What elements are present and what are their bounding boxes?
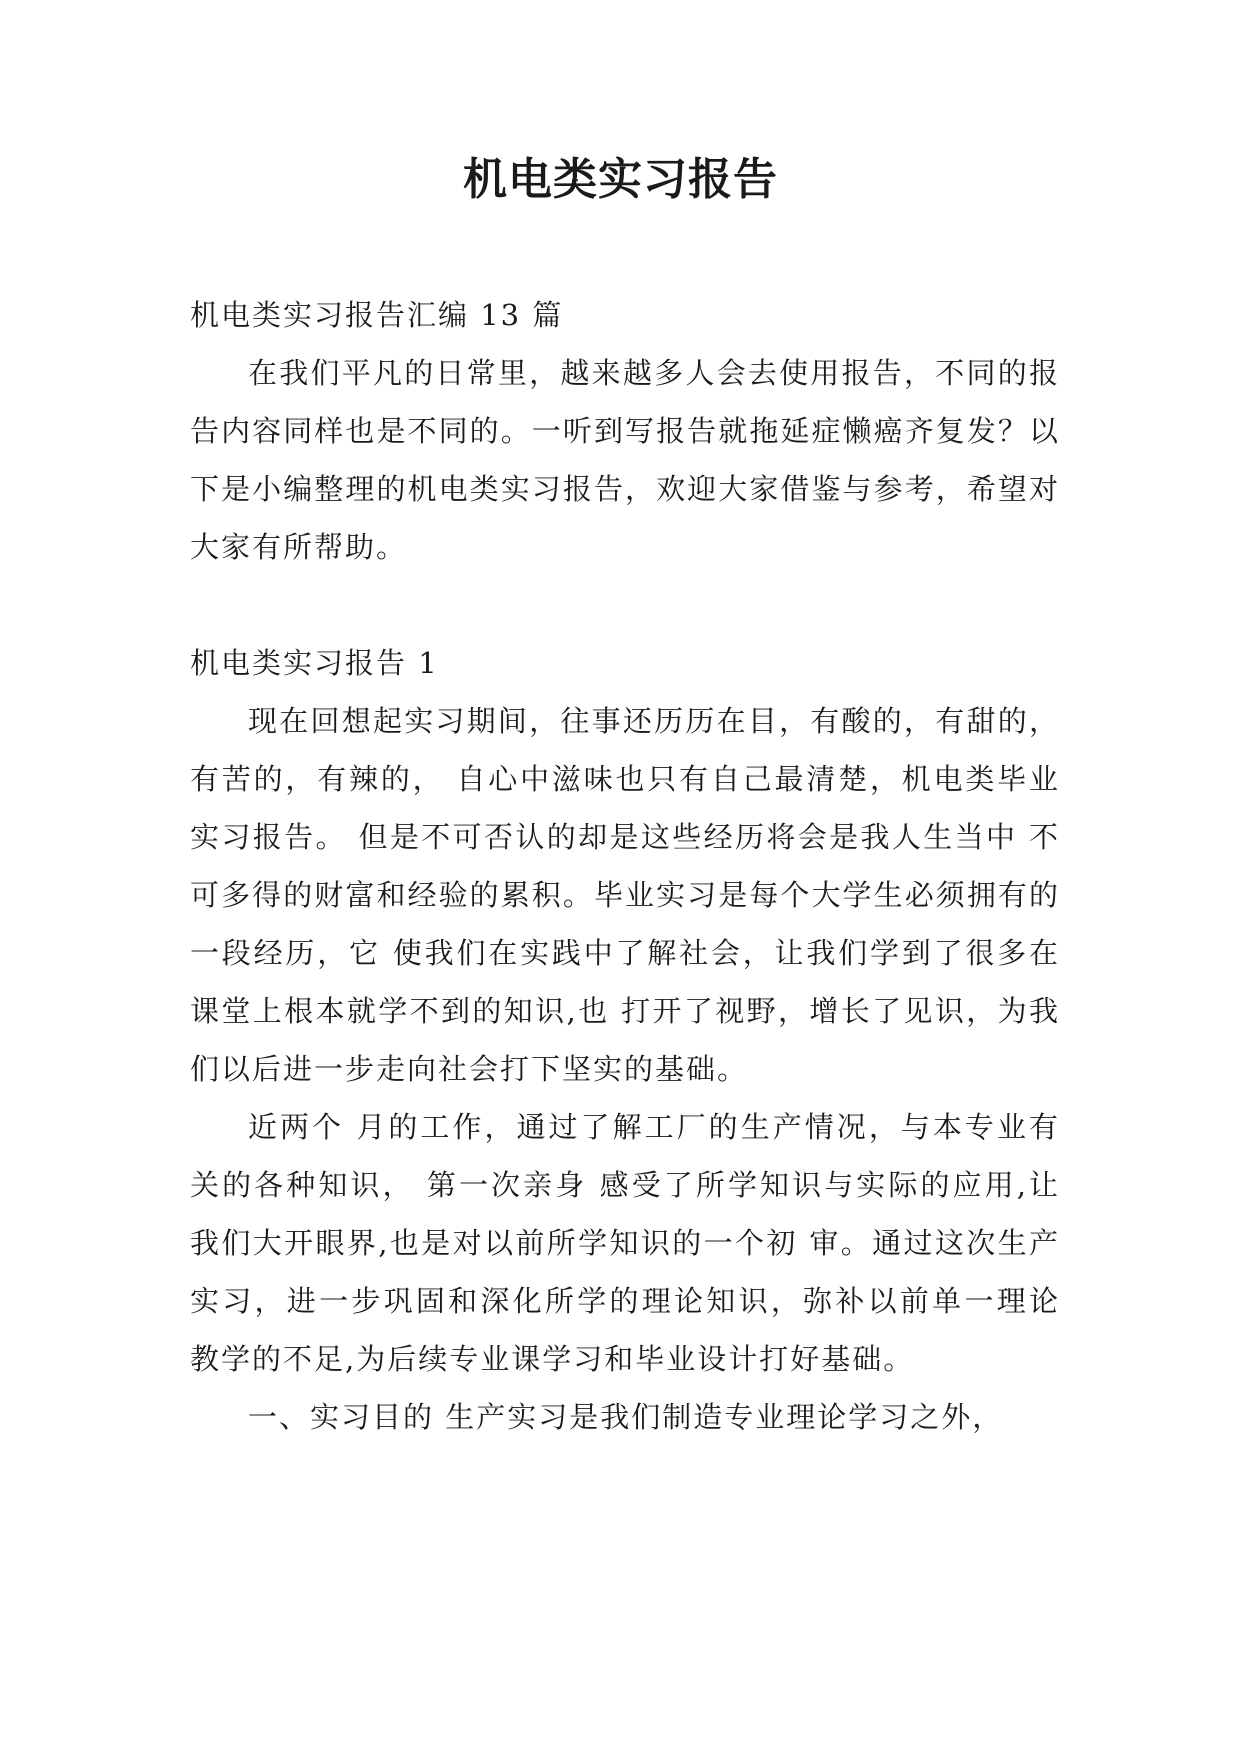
body-paragraph: 现在回想起实习期间，往事还历历在目，有酸的，有甜的，有苦的，有辣的， 自心中滋味也只有自己最清楚，机电类毕业实习报告。 但是不可否认的却是这些经历将会是我人生当中 不可多得的财富和经验的累积。毕业实习是每个大学生必须拥有的一段经历，它 使我们在实践中了解社会，让我们学到了很多在课堂上根本就学不到的知识,也 打开了视野，增长了见识，为我们以后进一步走向社会打下坚实的基础。 bbox=[190, 704, 1060, 1086]
body-paragraph: 一、实习目的 生产实习是我们制造专业理论学习之外， bbox=[248, 1400, 1004, 1434]
document-body bbox=[190, 286, 1060, 1446]
document-subtitle: 机电类实习报告汇编 13 篇 bbox=[190, 298, 564, 332]
body-paragraph: 近两个 月的工作，通过了解工厂的生产情况，与本专业有关的各种知识， 第一次亲身 感受了所学知识与实际的应用,让我们大开眼界,也是对以前所学知识的一个初 审。通过这次生产实习，进一步巩固和深化所学的理论知识，弥补以前单一理论 教学的不足,为后续专业课学习和毕业设计打好基础。 bbox=[190, 1110, 1060, 1376]
blank-line bbox=[190, 576, 1060, 634]
page-title: 机电类实习报告 bbox=[463, 154, 778, 205]
section-heading: 机电类实习报告 1 bbox=[190, 646, 439, 680]
intro-paragraph: 在我们平凡的日常里，越来越多人会去使用报告，不同的报告内容同样也是不同的。一听到写报告就拖延症懒癌齐复发？以下是小编整理的机电类实习报告，欢迎大家借鉴与参考，希望对大家有所帮助。 bbox=[190, 356, 1060, 564]
